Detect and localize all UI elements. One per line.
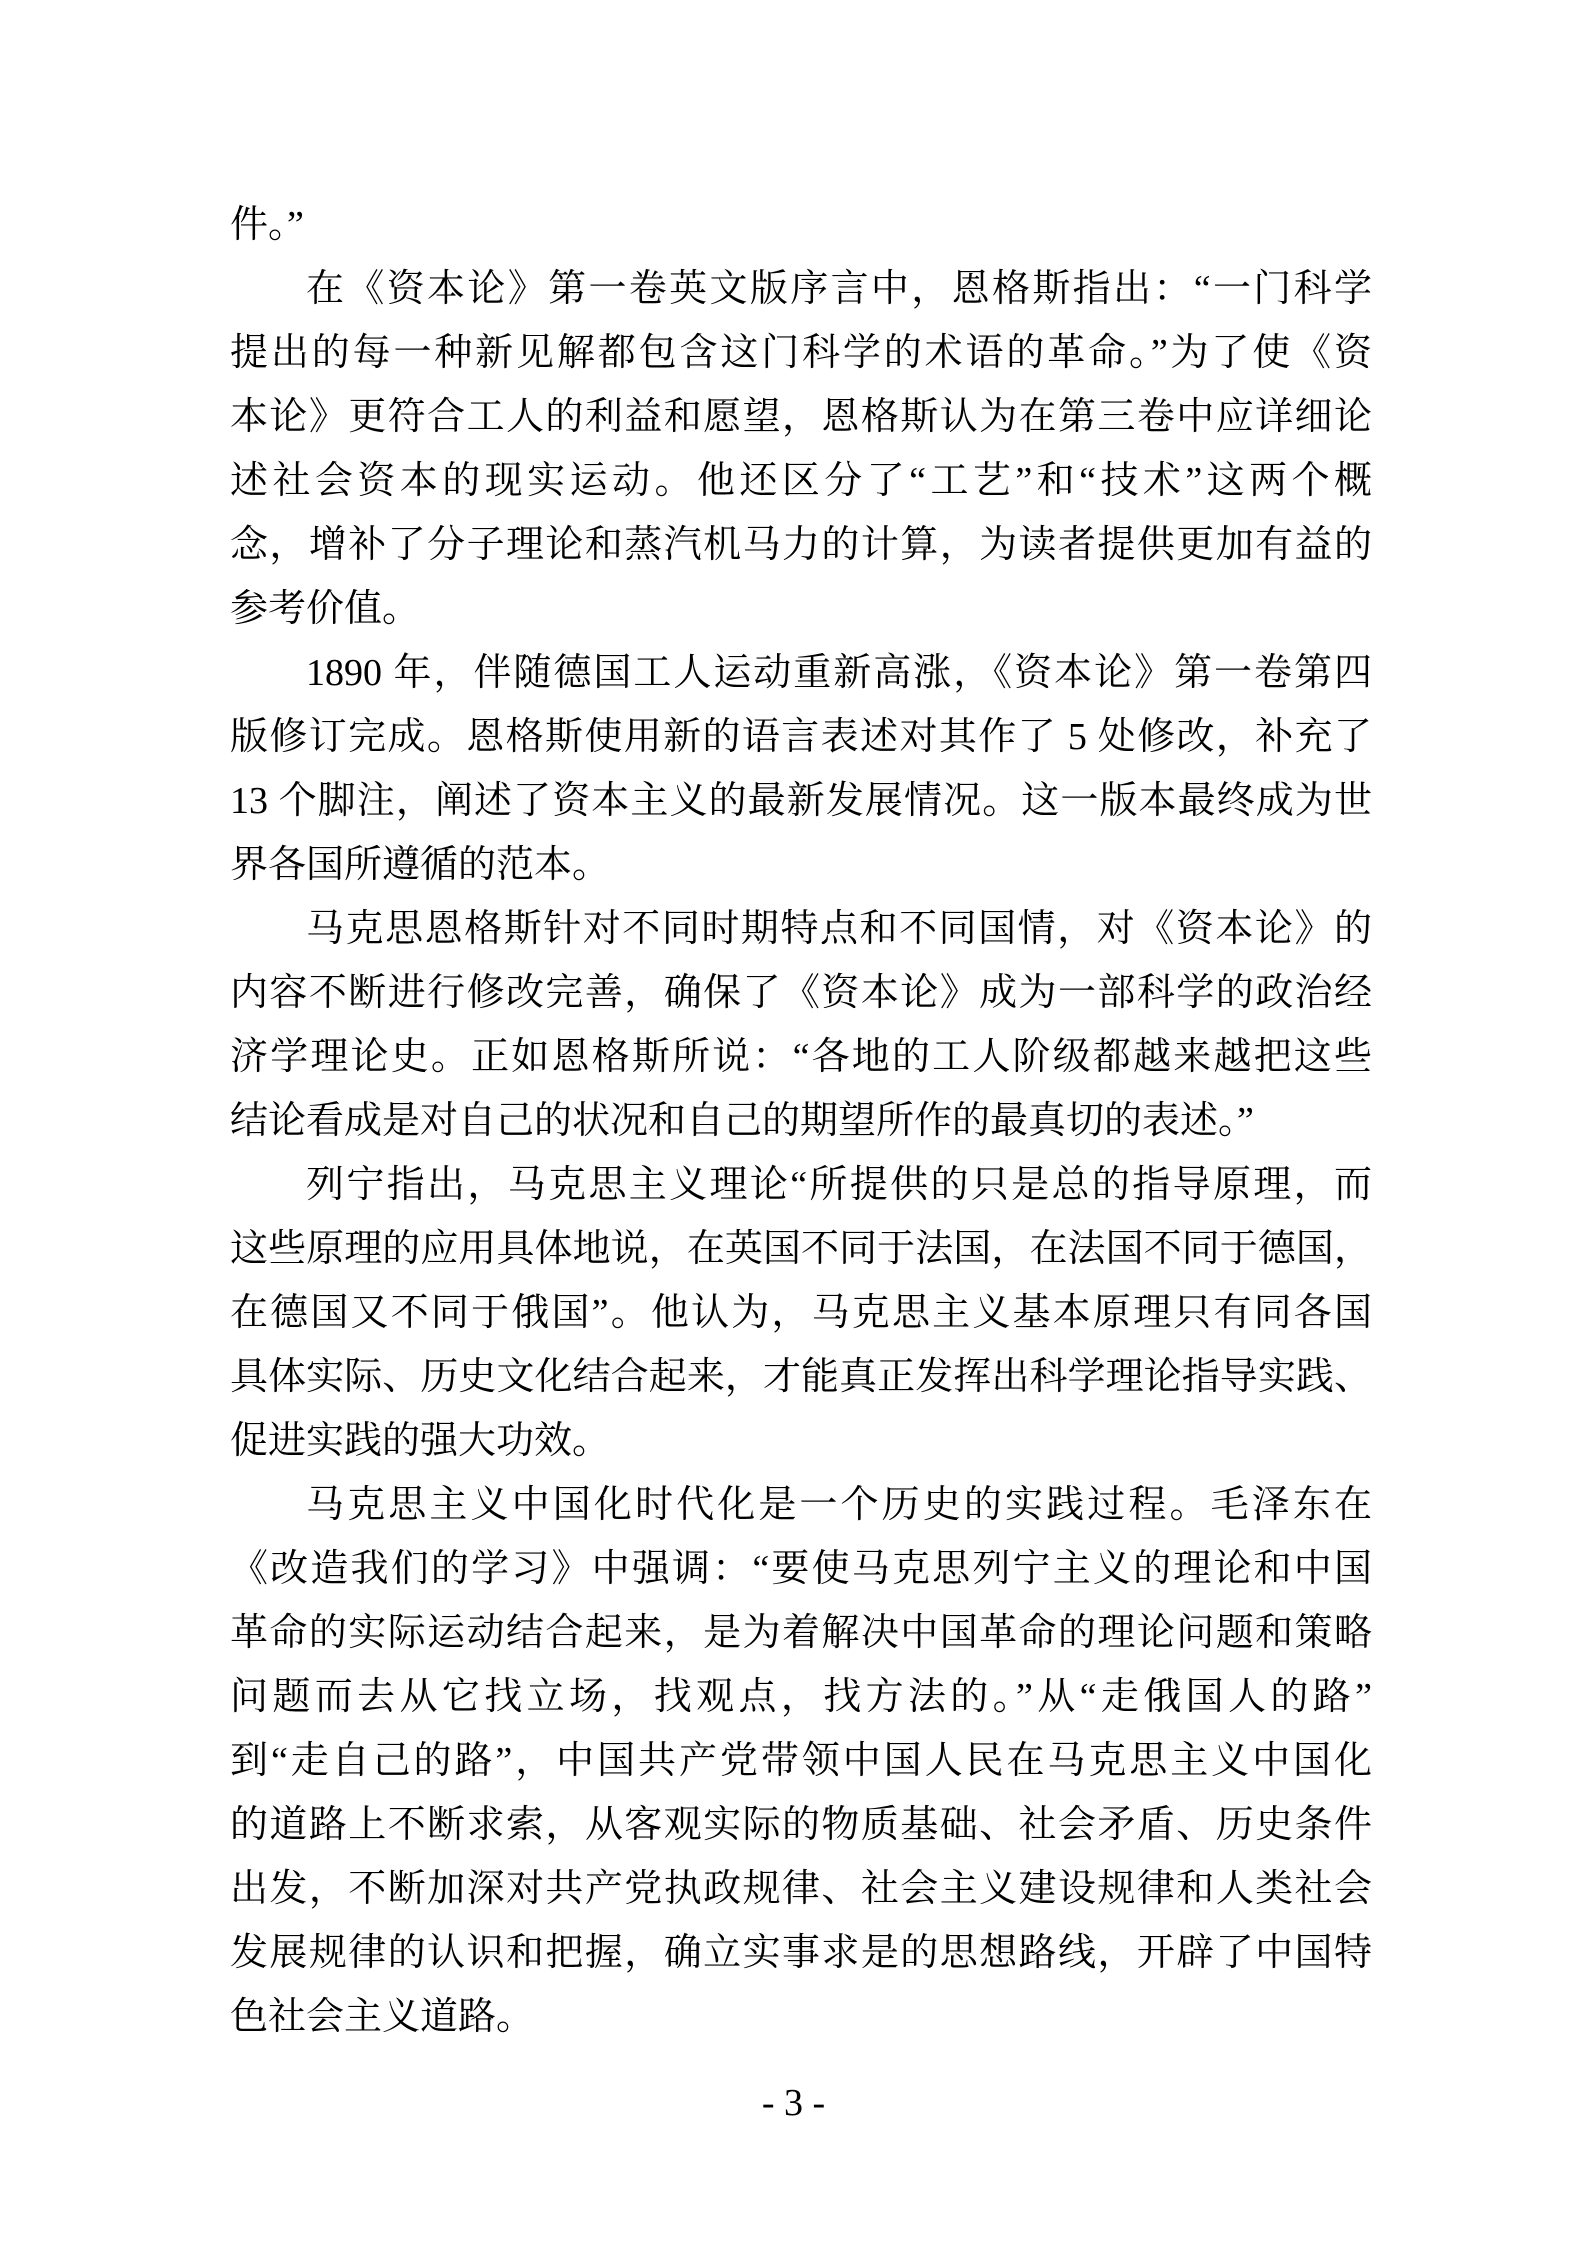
- text-line: 济学理论史。正如恩格斯所说：“各地的工人阶级都越来越把这些: [230, 1036, 1372, 1078]
- text-line: 在德国又不同于俄国”。他认为，马克思主义基本原理只有同各国: [230, 1292, 1372, 1334]
- text-line: 《改造我们的学习》中强调：“要使马克思列宁主义的理论和中国: [230, 1548, 1372, 1590]
- text-line: 具体实际、历史文化结合起来，才能真正发挥出科学理论指导实践、: [230, 1356, 1372, 1398]
- text-line: 版修订完成。恩格斯使用新的语言表述对其作了 5 处修改，补充了: [230, 716, 1372, 758]
- text-line: 出发，不断加深对共产党执政规律、社会主义建设规律和人类社会: [230, 1868, 1372, 1910]
- text-line: 革命的实际运动结合起来，是为着解决中国革命的理论问题和策略: [230, 1612, 1372, 1654]
- paragraph: [230, 1473, 1372, 2049]
- text-line: 内容不断进行修改完善，确保了《资本论》成为一部科学的政治经: [230, 972, 1372, 1014]
- text-line: 到“走自己的路”，中国共产党带领中国人民在马克思主义中国化: [230, 1740, 1372, 1782]
- text-line: 件。”: [230, 204, 304, 246]
- text-line: 13 个脚注，阐述了资本主义的最新发展情况。这一版本最终成为世: [230, 780, 1372, 822]
- paragraph: [230, 193, 1372, 257]
- text-line: 发展规律的认识和把握，确立实事求是的思想路线，开辟了中国特: [230, 1932, 1372, 1974]
- paragraph: [230, 897, 1372, 1153]
- paragraph: [230, 1153, 1372, 1473]
- page-number: - 3 -: [761, 2082, 826, 2124]
- text-line: 色社会主义道路。: [230, 1996, 535, 2038]
- text-line: 念，增补了分子理论和蒸汽机马力的计算，为读者提供更加有益的: [230, 524, 1372, 566]
- text-line: 参考价值。: [230, 588, 421, 630]
- text-line: 问题而去从它找立场，找观点，找方法的。”从“走俄国人的路”: [230, 1676, 1372, 1718]
- page-footer: [0, 2083, 1587, 2123]
- text-line: 马克思恩格斯针对不同时期特点和不同国情，对《资本论》的: [306, 908, 1372, 950]
- text-line: 提出的每一种新见解都包含这门科学的术语的革命。”为了使《资: [230, 332, 1372, 374]
- text-line: 本论》更符合工人的利益和愿望，恩格斯认为在第三卷中应详细论: [230, 396, 1372, 438]
- text-line: 列宁指出，马克思主义理论“所提供的只是总的指导原理，而: [306, 1164, 1372, 1206]
- text-line: 的道路上不断求索，从客观实际的物质基础、社会矛盾、历史条件: [230, 1804, 1372, 1846]
- text-line: 在《资本论》第一卷英文版序言中，恩格斯指出：“一门科学: [306, 268, 1372, 310]
- text-line: 述社会资本的现实运动。他还区分了“工艺”和“技术”这两个概: [230, 460, 1372, 502]
- text-line: 促进实践的强大功效。: [230, 1420, 611, 1462]
- paragraph: [230, 641, 1372, 897]
- text-line: 这些原理的应用具体地说，在英国不同于法国，在法国不同于德国，: [230, 1228, 1372, 1270]
- text-line: 结论看成是对自己的状况和自己的期望所作的最真切的表述。”: [230, 1100, 1254, 1142]
- text-line: 马克思主义中国化时代化是一个历史的实践过程。毛泽东在: [306, 1484, 1372, 1526]
- text-line: 界各国所遵循的范本。: [230, 844, 611, 886]
- paragraph: [230, 257, 1372, 641]
- document-body: [230, 193, 1372, 2049]
- text-line: 1890 年，伴随德国工人运动重新高涨，《资本论》第一卷第四: [306, 652, 1372, 694]
